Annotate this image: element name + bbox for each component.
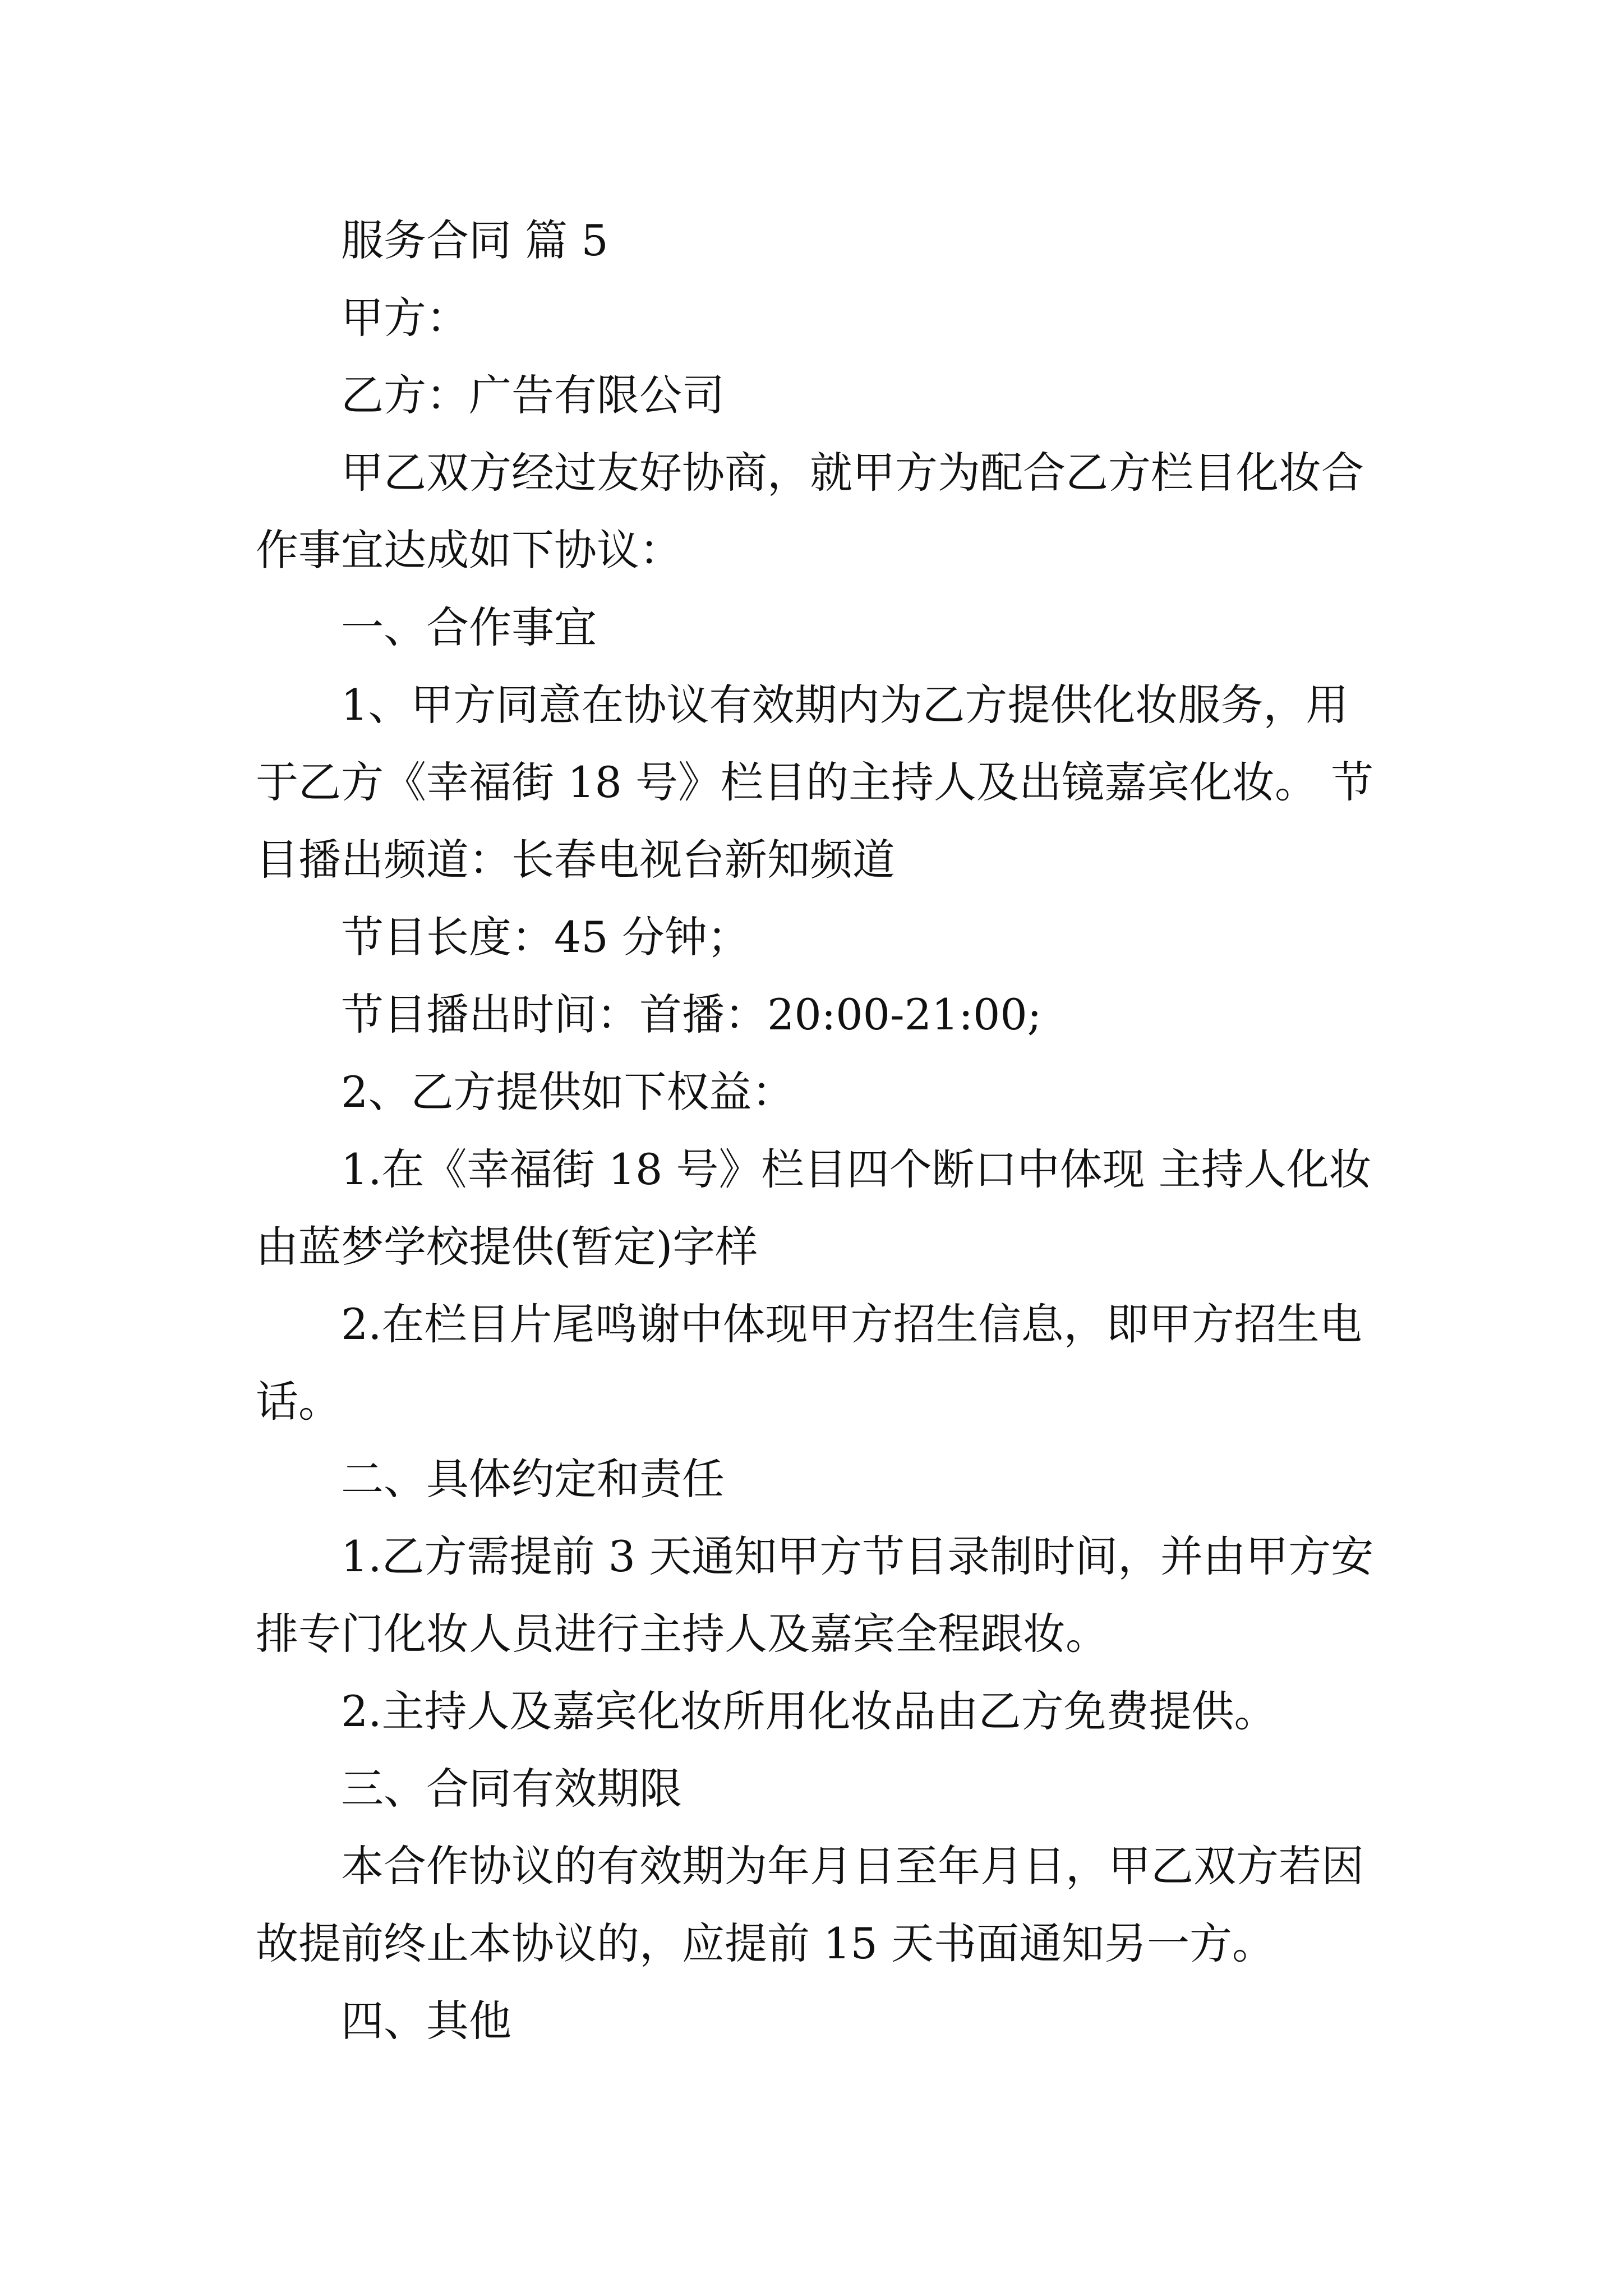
section-3-heading: 三、合同有效期限 <box>341 1764 682 1814</box>
section-1-item-2-heading: 2、乙方提供如下权益： <box>341 1067 795 1117</box>
section-1-item-1 <box>256 666 1389 899</box>
broadcast-time: 节目播出时间：首播：20:00-21:00; <box>341 990 1042 1039</box>
section-3-body-line-1: 本合作协议的有效期为年月日至年月日，甲乙双方若因 <box>341 1841 1364 1891</box>
section-4-heading: 四、其他 <box>341 1996 511 2046</box>
section-1-item-1-line-3: 目播出频道：长春电视台新知频道 <box>256 835 895 885</box>
intro-paragraph <box>256 434 1389 589</box>
section-2-item-2: 2.主持人及嘉宾化妆所用化妆品由乙方免费提供。 <box>341 1686 1277 1736</box>
intro-line-1: 甲乙双方经过友好协商，就甲方为配合乙方栏目化妆合 <box>341 448 1364 498</box>
intro-line-2: 作事宜达成如下协议： <box>256 525 682 575</box>
document-title: 服务合同 篇 5 <box>341 215 608 265</box>
section-2-item-1-line-2: 排专门化妆人员进行主持人及嘉宾全程跟妆。 <box>256 1609 1108 1659</box>
section-1-item-1-line-1: 1、甲方同意在协议有效期内为乙方提供化妆服务，用 <box>341 680 1349 730</box>
section-3-body <box>256 1828 1389 1982</box>
party-a-line: 甲方： <box>341 293 469 343</box>
benefit-1 <box>256 1131 1389 1286</box>
section-1-item-1-line-2: 于乙方《幸福街 18 号》栏目的主持人及出镜嘉宾化妆。 节 <box>256 757 1374 807</box>
benefit-1-line-2: 由蓝梦学校提供(暂定)字样 <box>256 1222 758 1272</box>
party-b-line: 乙方：广告有限公司 <box>341 370 725 420</box>
benefit-2 <box>256 1286 1389 1441</box>
section-2-item-1-line-1: 1.乙方需提前 3 天通知甲方节目录制时间，并由甲方安 <box>341 1531 1374 1581</box>
section-1-heading: 一、合作事宜 <box>341 602 597 652</box>
section-2-item-1 <box>256 1518 1389 1673</box>
program-length: 节目长度：45 分钟； <box>341 912 750 962</box>
benefit-1-line-1: 1.在《幸福街 18 号》栏目四个断口中体现 主持人化妆 <box>341 1144 1372 1194</box>
section-3-body-line-2: 故提前终止本协议的，应提前 15 天书面通知另一方。 <box>256 1918 1275 1968</box>
benefit-2-line-1: 2.在栏目片尾鸣谢中体现甲方招生信息，即甲方招生电 <box>341 1299 1362 1349</box>
section-2-heading: 二、具体约定和责任 <box>341 1454 725 1504</box>
contract-body <box>256 202 1389 2060</box>
benefit-2-line-2: 话。 <box>256 1377 341 1427</box>
